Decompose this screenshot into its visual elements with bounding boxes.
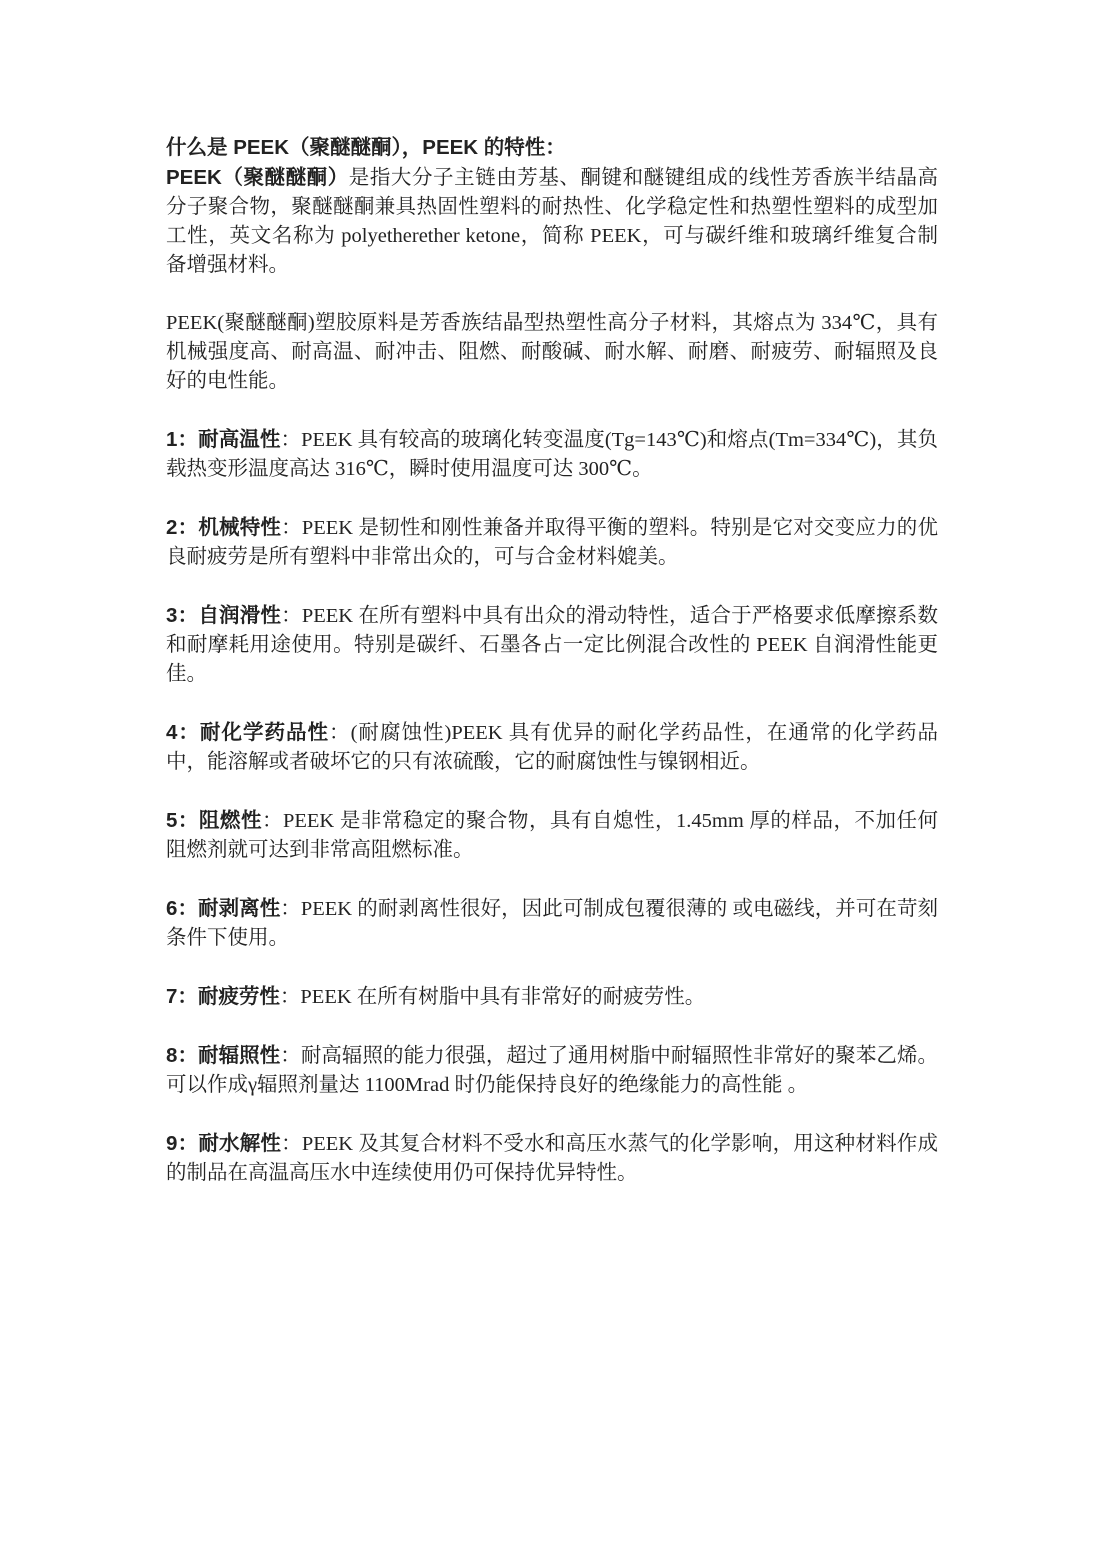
intro-term: PEEK（聚醚醚酮） <box>166 166 349 189</box>
property-label: 9：耐水解性 <box>166 1132 282 1155</box>
property-label: 1：耐高温性 <box>166 428 281 451</box>
intro-text: 是指大分子主链由芳基、酮键和醚键组成的线性芳香族半结晶高分子聚合物，聚醚醚酮兼具热固性塑料的耐热性、化学稳定性和热塑性塑料的成型加工性，英文名称为 polyetherether ketone，简称 PEEK，可与碳纤维和玻璃纤维复合制备增强材料。 <box>166 167 939 276</box>
property-separator: ： <box>281 605 302 627</box>
property-label: 8：耐辐照性 <box>166 1044 281 1067</box>
property-text: PEEK 具有较高的玻璃化转变温度(Tg=143℃)和熔点(Tm=334℃)，其负载热变形温度高达 316℃，瞬时使用温度可达 300℃。 <box>166 429 938 480</box>
property-separator: ： <box>281 517 302 539</box>
intro-paragraph <box>166 163 938 280</box>
property-separator: ： <box>280 898 301 920</box>
property-label: 3：自润滑性 <box>166 604 282 627</box>
property-text: 耐高辐照的能力很强，超过了通用树脂中耐辐照性非常好的聚苯乙烯。可以作成γ辐照剂量达 1100Mrad 时仍能保持良好的绝缘能力的高性能 。 <box>166 1045 939 1096</box>
property-paragraph-7 <box>166 982 938 1012</box>
property-text: PEEK 在所有塑料中具有出众的滑动特性，适合于严格要求低摩擦系数和耐摩耗用途使用。特别是碳纤、石墨各占一定比例混合改性的 PEEK 自润滑性能更佳。 <box>166 605 939 685</box>
property-paragraph-4 <box>166 718 938 777</box>
property-paragraph-3 <box>166 601 938 689</box>
property-label: 5：阻燃性 <box>166 809 262 832</box>
property-label: 4：耐化学药品性 <box>166 721 330 744</box>
property-separator: ： <box>329 722 351 744</box>
overview-paragraph <box>166 309 938 396</box>
property-paragraph-8 <box>166 1041 938 1100</box>
property-separator: ： <box>279 986 301 1008</box>
property-text: PEEK 的耐剥离性很好，因此可制成包覆很薄的 或电磁线，并可在苛刻条件下使用。 <box>166 898 938 949</box>
document-title <box>166 133 938 163</box>
property-text: (耐腐蚀性)PEEK 具有优异的耐化学药品性，在通常的化学药品中，能溶解或者破坏它的只有浓硫酸，它的耐腐蚀性与镍钢相近。 <box>166 722 939 773</box>
property-separator: ： <box>280 429 302 451</box>
property-separator: ： <box>281 1133 302 1155</box>
property-text: PEEK 是韧性和刚性兼备并取得平衡的塑料。特别是它对交变应力的优良耐疲劳是所有塑料中非常出众的，可与合金材料媲美。 <box>166 517 939 568</box>
property-text: PEEK 及其复合材料不受水和高压水蒸气的化学影响，用这种材料作成的制品在高温高压水中连续使用仍可保持优异特性。 <box>166 1133 939 1184</box>
property-paragraph-5 <box>166 806 938 865</box>
property-paragraph-1 <box>166 425 938 484</box>
document-body <box>166 133 938 1217</box>
property-paragraph-6 <box>166 894 938 953</box>
property-paragraph-9 <box>166 1129 938 1188</box>
property-paragraph-2 <box>166 513 938 572</box>
property-text: PEEK 是非常稳定的聚合物，具有自熄性，1.45mm 厚的样品，不加任何阻燃剂就可达到非常高阻燃标准。 <box>166 810 938 861</box>
property-separator: ： <box>261 810 283 832</box>
property-separator: ： <box>280 1045 301 1067</box>
property-text: PEEK 在所有树脂中具有非常好的耐疲劳性。 <box>300 986 706 1008</box>
title-text: 什么是 PEEK（聚醚醚酮），PEEK 的特性： <box>166 136 566 159</box>
property-label: 7：耐疲劳性 <box>166 985 280 1008</box>
property-label: 6：耐剥离性 <box>166 897 281 920</box>
property-label: 2：机械特性 <box>166 516 282 539</box>
overview-text: PEEK(聚醚醚酮)塑胶原料是芳香族结晶型热塑性高分子材料，其熔点为 334℃，具有机械强度高、耐高温、耐冲击、阻燃、耐酸碱、耐水解、耐磨、耐疲劳、耐辐照及良好的电性能。 <box>166 312 938 392</box>
